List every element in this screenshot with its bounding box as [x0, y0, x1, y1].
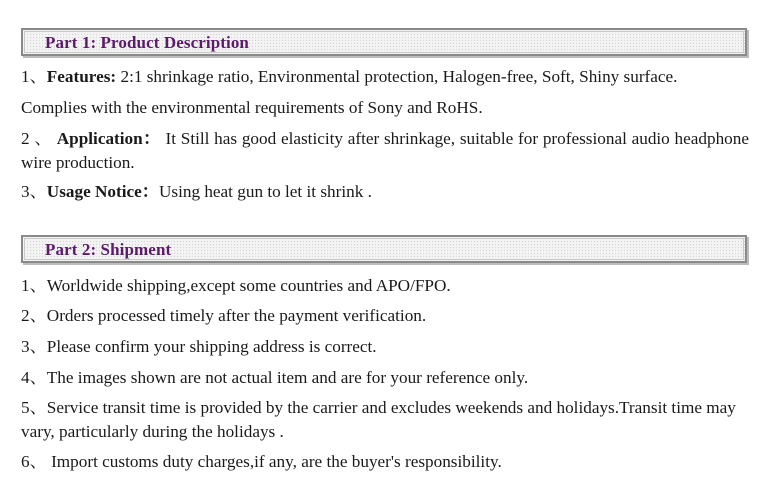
- shipment-item: 1、Worldwide shipping,except some countries and APO/FPO.: [21, 276, 451, 295]
- application-line: [21, 127, 749, 175]
- usage-label: Usage Notice：: [46, 182, 159, 201]
- shipment-item: 3、Please confirm your shipping address is correct.: [21, 337, 377, 356]
- item-number: 2 、: [21, 129, 52, 148]
- item-number: 1、: [21, 67, 47, 86]
- shipment-item: 5、Service transit time is provided by the carrier and excludes weekends and holidays.Transit time may vary, particularly during the holidays .: [21, 398, 736, 441]
- item-number: 3、: [21, 182, 47, 201]
- features-label: Features:: [46, 67, 117, 86]
- features-continuation: Complies with the environmental requirements of Sony and RoHS.: [21, 98, 483, 117]
- usage-line: [21, 180, 749, 204]
- section-title: Part 1: Product Description: [45, 33, 249, 52]
- application-label: Application：: [56, 129, 161, 148]
- features-text: 2:1 shrinkage ratio, Environmental protection, Halogen-free, Soft, Shiny surface.: [116, 67, 678, 86]
- section-header-shipment: [21, 235, 747, 263]
- usage-text: Using heat gun to let it shrink .: [158, 182, 372, 201]
- shipment-item: 6、 Import customs duty charges,if any, are the buyer's responsibility.: [21, 452, 502, 471]
- application-text: It Still has good elasticity after shrinkage, suitable for professional audio headphone wire production.: [21, 129, 749, 172]
- section-header-product-description: [21, 28, 747, 56]
- section-title: Part 2: Shipment: [45, 240, 172, 259]
- shipment-item: 4、The images shown are not actual item and are for your reference only.: [21, 368, 529, 387]
- features-line: [21, 65, 749, 89]
- shipment-item: 2、Orders processed timely after the payment verification.: [21, 306, 427, 325]
